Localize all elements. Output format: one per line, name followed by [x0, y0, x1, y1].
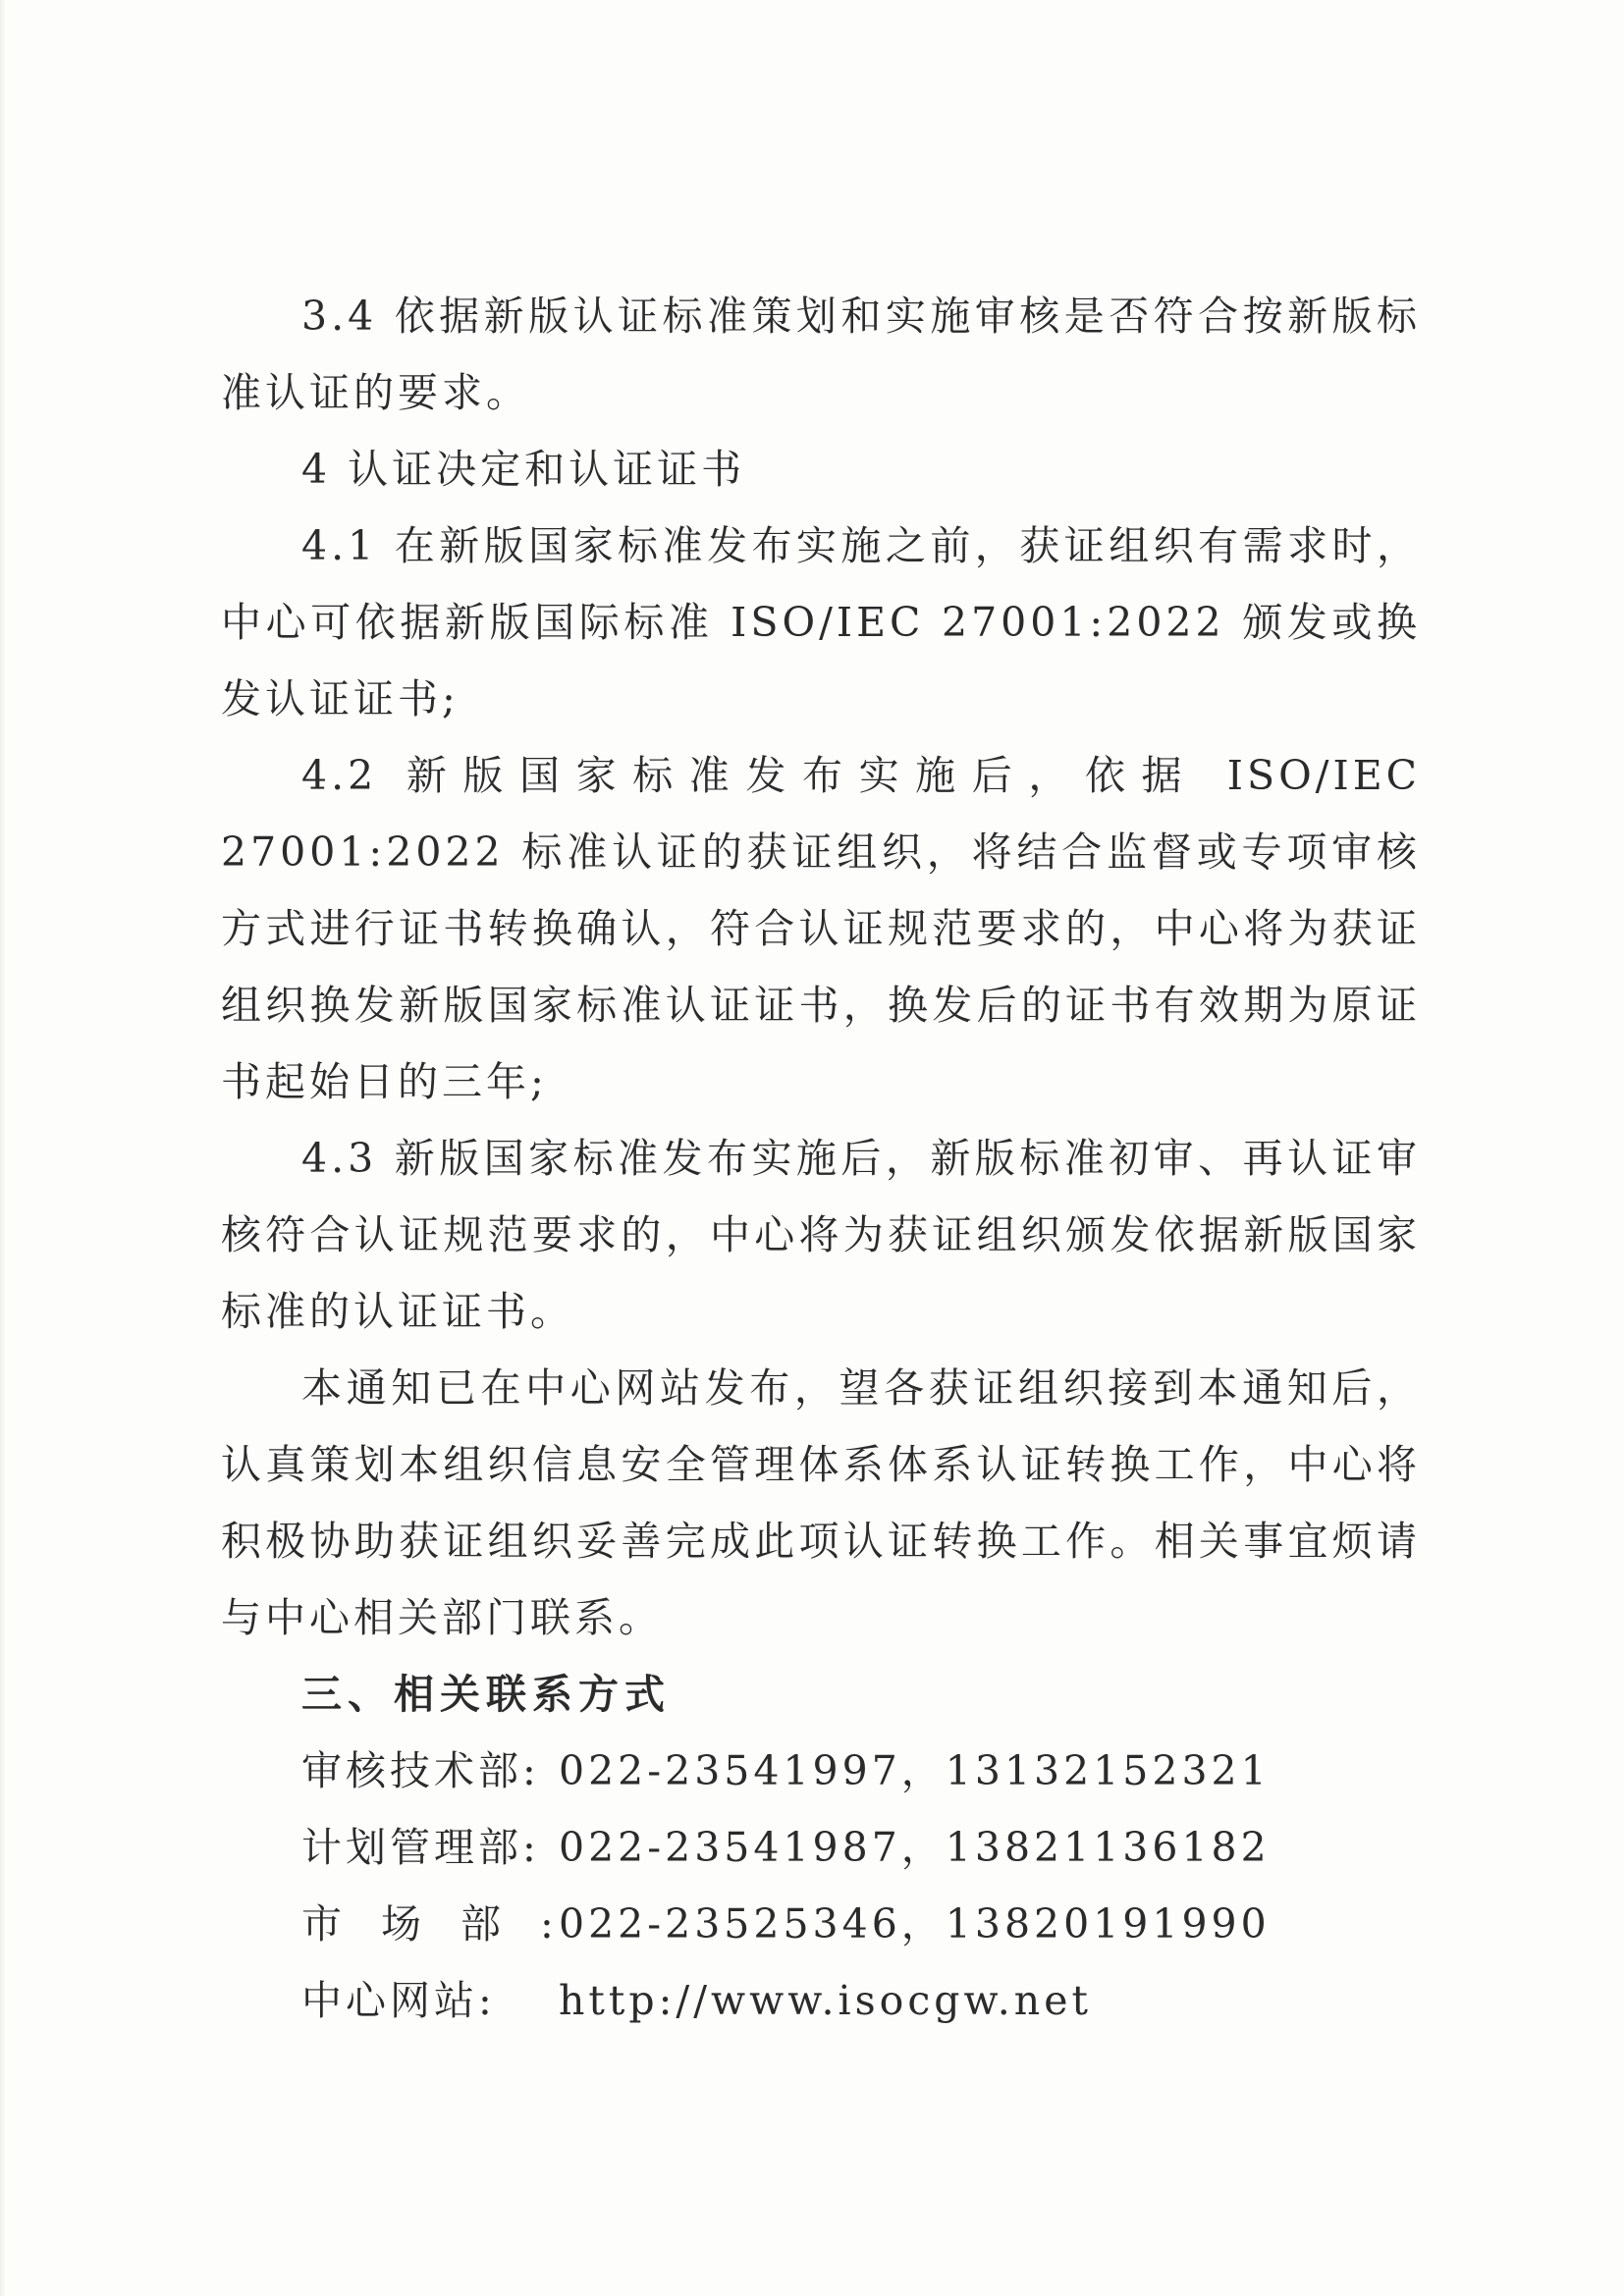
contact-audit-tech	[221, 1733, 1421, 1809]
paragraph-3-4: 3.4 依据新版认证标准策划和实施审核是否符合按新版标准认证的要求。	[221, 293, 1421, 416]
contact-website	[221, 1962, 1421, 2039]
contact-market	[221, 1886, 1421, 1962]
contact-value: 022-23525346，13820191990	[559, 1900, 1271, 1948]
paragraph-4-heading: 4 认证决定和认证证书	[301, 446, 746, 493]
contact-plan-mgmt	[221, 1809, 1421, 1886]
contact-value: 022-23541987，13821136182	[559, 1824, 1271, 1871]
contact-value-link[interactable]: http://www.isocgw.net	[559, 1977, 1092, 2024]
paragraph-4-1: 4.1 在新版国家标准发布实施之前，获证组织有需求时，中心可依据新版国际标准 ISO/IEC 27001:2022 颁发或换发认证证书;	[221, 522, 1421, 722]
contact-label: 审核技术部:	[301, 1747, 540, 1794]
contact-label: 计划管理部:	[301, 1824, 540, 1871]
paragraph-notice: 本通知已在中心网站发布，望各获证组织接到本通知后，认真策划本组织信息安全管理体系体系认证转换工作，中心将积极协助获证组织妥善完成此项认证转换工作。相关事宜烦请与中心相关部门联系。	[221, 1364, 1421, 1641]
section-heading-contacts: 三、相关联系方式	[301, 1671, 671, 1718]
contact-label: 市场部:	[301, 1900, 593, 1948]
document-body	[221, 278, 1421, 2039]
contact-value: 022-23541997，13132152321	[559, 1747, 1271, 1794]
scan-edge-shadow	[0, 0, 6, 2296]
contact-label: 中心网站:	[301, 1977, 496, 2024]
paragraph-4-2: 4.2 新版国家标准发布实施后，依据 ISO/IEC 27001:2022 标准认证的获证组织，将结合监督或专项审核方式进行证书转换确认，符合认证规范要求的，中心将为获证组织换发新版国家标准认证证书，换发后的证书有效期为原证书起始日的三年;	[221, 752, 1421, 1105]
paragraph-4-3: 4.3 新版国家标准发布实施后，新版标准初审、再认证审核符合认证规范要求的，中心将为获证组织颁发依据新版国家标准的认证证书。	[221, 1135, 1421, 1335]
